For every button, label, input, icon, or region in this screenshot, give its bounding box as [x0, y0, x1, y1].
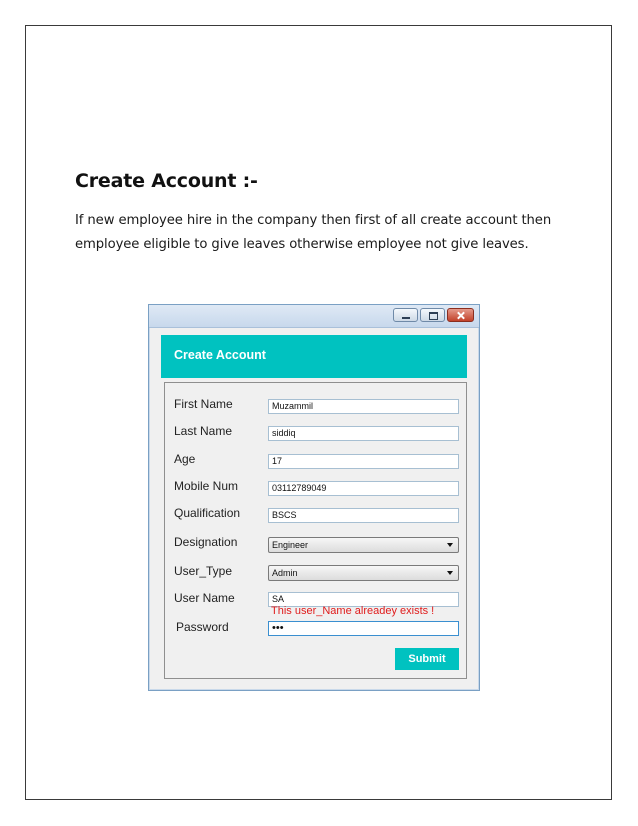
last-name-label: Last Name [174, 424, 233, 438]
user-name-error-message: This user_Name alreadey exists ! [271, 605, 435, 617]
form-title: Create Account [174, 348, 266, 362]
minimize-icon[interactable] [393, 308, 418, 322]
window-titlebar[interactable] [149, 305, 479, 328]
maximize-icon[interactable] [420, 308, 445, 322]
form-group [164, 382, 467, 679]
chevron-down-icon[interactable] [447, 543, 453, 547]
section-heading: Create Account :- [75, 170, 258, 192]
qualification-field[interactable]: BSCS [268, 508, 459, 523]
window-controls [393, 308, 474, 322]
chevron-down-icon[interactable] [447, 571, 453, 575]
section-paragraph: If new employee hire in the company then first of all create account then employee eligible to give leaves otherwise employee not give leaves. [75, 213, 552, 252]
user-name-label: User Name [174, 591, 235, 605]
create-account-window [148, 304, 480, 691]
age-label: Age [174, 452, 196, 466]
close-icon[interactable] [447, 308, 474, 322]
password-label: Password [176, 620, 229, 634]
password-field[interactable]: ••• [268, 621, 459, 636]
form-header [161, 335, 467, 378]
mobile-num-label: Mobile Num [174, 479, 239, 493]
user-name-field[interactable]: SA [268, 592, 459, 607]
designation-select[interactable] [268, 537, 459, 553]
submit-button[interactable]: Submit [395, 648, 459, 670]
user-type-value: Admin [272, 568, 298, 578]
qualification-label: Qualification [174, 506, 241, 520]
designation-value: Engineer [272, 540, 309, 550]
designation-label: Designation [174, 535, 238, 549]
mobile-num-field[interactable]: 03112789049 [268, 481, 459, 496]
user-type-select[interactable] [268, 565, 459, 581]
first-name-label: First Name [174, 397, 233, 411]
last-name-field[interactable]: siddiq [268, 426, 459, 441]
age-field[interactable]: 17 [268, 454, 459, 469]
first-name-field[interactable]: Muzammil [268, 399, 459, 414]
user-type-label: User_Type [174, 564, 233, 578]
